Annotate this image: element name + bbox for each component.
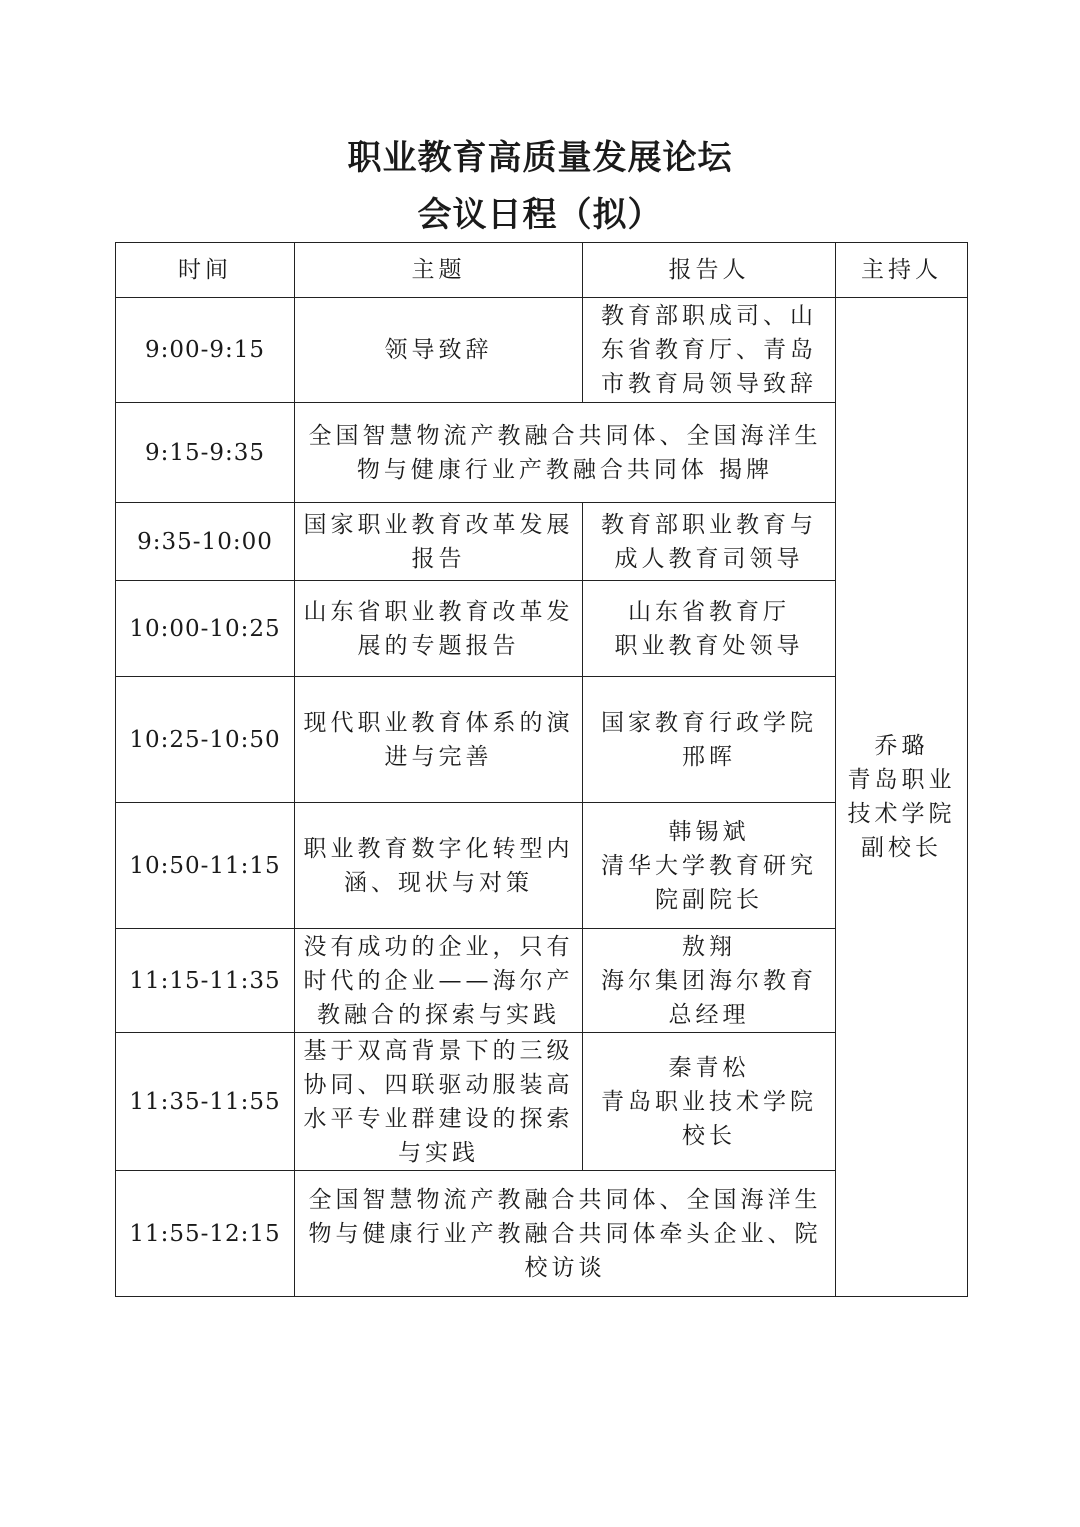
- row-speaker: [583, 929, 836, 1033]
- speaker-line: 职业教育处领导: [614, 632, 804, 659]
- speaker-line: 海尔集团海尔教育总经理: [601, 967, 817, 1028]
- header-speaker: 报告人: [583, 243, 836, 298]
- table-header-row: [116, 243, 968, 298]
- row-topic: 没有成功的企业，只有时代的企业——海尔产教融合的探索与实践: [295, 929, 583, 1033]
- host-title: 副校长: [861, 835, 942, 861]
- row-topic: 国家职业教育改革发展报告: [295, 503, 583, 581]
- speaker-line: 清华大学教育研究院副院长: [601, 852, 817, 913]
- speaker-line: 山东省教育厅: [628, 598, 790, 625]
- speaker-line: 韩锡斌: [668, 818, 750, 845]
- row-time: 10:00-10:25: [116, 581, 295, 677]
- row-topic: 基于双高背景下的三级协同、四联驱动服装高水平专业群建设的探索与实践: [295, 1033, 583, 1171]
- row-time: 9:15-9:35: [116, 403, 295, 503]
- row-time: 10:50-11:15: [116, 803, 295, 929]
- row-topic: 现代职业教育体系的演进与完善: [295, 677, 583, 803]
- row-topic: 职业教育数字化转型内涵、现状与对策: [295, 803, 583, 929]
- header-topic: 主题: [295, 243, 583, 298]
- row-topic: 全国智慧物流产教融合共同体、全国海洋生物与健康行业产教融合共同体 揭牌: [295, 403, 836, 503]
- speaker-line: 邢晖: [682, 743, 736, 770]
- header-time: 时间: [116, 243, 295, 298]
- host-org-line1: 青岛职业: [847, 767, 956, 793]
- row-speaker: [583, 1033, 836, 1171]
- row-time: 11:35-11:55: [116, 1033, 295, 1171]
- row-speaker: 教育部职成司、山东省教育厅、青岛市教育局领导致辞: [583, 298, 836, 403]
- row-speaker: [583, 677, 836, 803]
- row-time: 9:00-9:15: [116, 298, 295, 403]
- page-subtitle: 会议日程（拟）: [417, 195, 663, 235]
- row-time: 10:25-10:50: [116, 677, 295, 803]
- row-speaker: [583, 803, 836, 929]
- row-speaker: [583, 581, 836, 677]
- host-org-line2: 技术学院: [847, 801, 956, 827]
- host-name: 乔璐: [874, 733, 929, 759]
- row-time: 9:35-10:00: [116, 503, 295, 581]
- row-speaker: 教育部职业教育与成人教育司领导: [583, 503, 836, 581]
- row-topic: 山东省职业教育改革发展的专题报告: [295, 581, 583, 677]
- header-host: 主持人: [836, 243, 968, 298]
- schedule-table: [115, 242, 968, 1297]
- speaker-line: 青岛职业技术学院校长: [601, 1088, 817, 1149]
- speaker-line: 敖翔: [682, 933, 736, 960]
- row-time: 11:55-12:15: [116, 1171, 295, 1297]
- row-topic: 全国智慧物流产教融合共同体、全国海洋生物与健康行业产教融合共同体牵头企业、院校访谈: [295, 1171, 836, 1297]
- speaker-line: 秦青松: [668, 1054, 750, 1081]
- table-row: [116, 298, 968, 403]
- host-cell: [836, 298, 968, 1297]
- row-topic: 领导致辞: [295, 298, 583, 403]
- speaker-line: 国家教育行政学院: [601, 709, 817, 736]
- row-time: 11:15-11:35: [116, 929, 295, 1033]
- page-title: 职业教育高质量发展论坛: [347, 138, 733, 178]
